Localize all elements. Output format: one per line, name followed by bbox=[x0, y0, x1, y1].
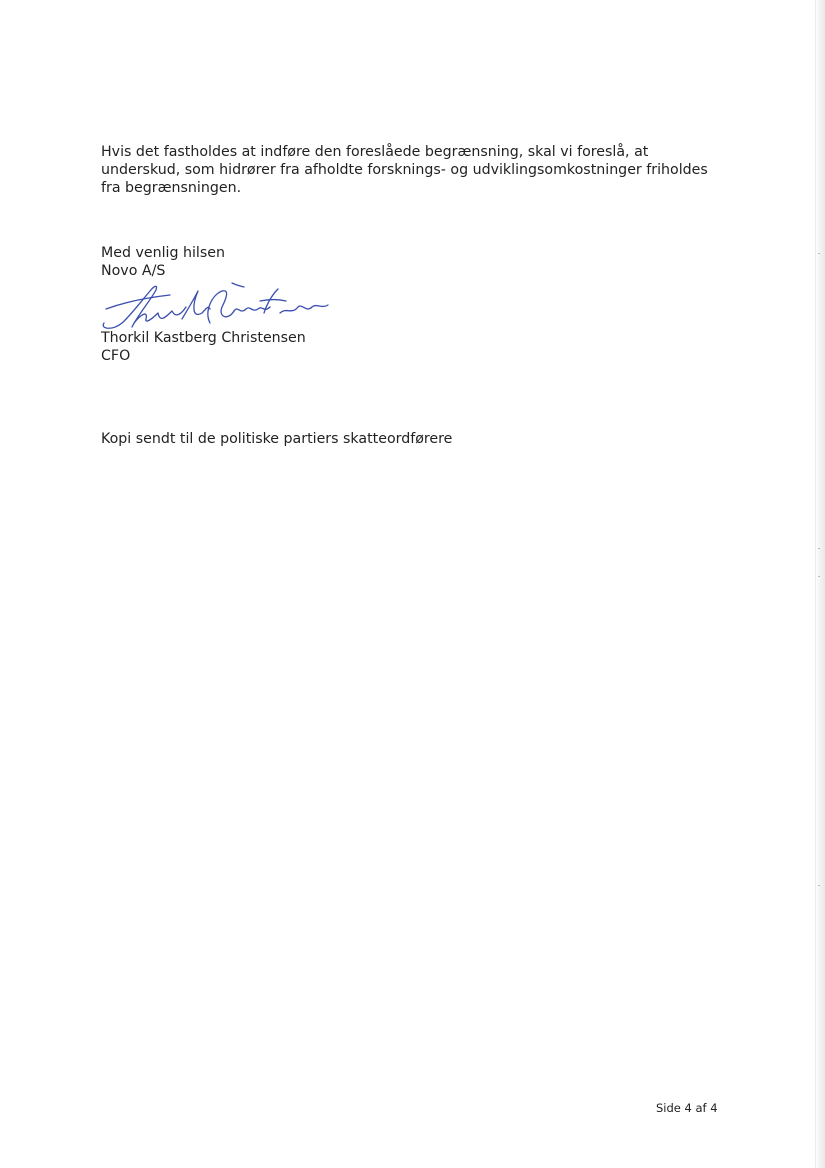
signature-stroke bbox=[106, 295, 170, 309]
page-edge bbox=[815, 0, 825, 1168]
scan-speck bbox=[818, 253, 820, 254]
signer-title: CFO bbox=[101, 348, 131, 365]
signature-stroke bbox=[280, 305, 328, 313]
scan-speck bbox=[818, 885, 820, 886]
closing-block bbox=[101, 244, 225, 280]
signer-block bbox=[101, 329, 306, 365]
signature-stroke bbox=[134, 307, 186, 323]
company-name: Novo A/S bbox=[101, 263, 166, 280]
signature-stroke bbox=[208, 291, 234, 323]
signer-name: Thorkil Kastberg Christensen bbox=[101, 330, 306, 346]
copy-note: Kopi sendt til de politiske partiers skatteordførere bbox=[101, 431, 453, 447]
signature-stroke bbox=[182, 291, 210, 319]
body-paragraph: Hvis det fastholdes at indføre den foreslåede begrænsning, skal vi foreslå, at underskud, som hidrører fra afholdte forsknings- og udviklingsomkostninger friholdes fra begrænsningen. bbox=[101, 144, 708, 197]
scan-speck bbox=[818, 548, 820, 549]
page-edge-line bbox=[815, 0, 816, 1168]
signature-stroke bbox=[232, 283, 244, 287]
salutation: Med venlig hilsen bbox=[101, 245, 225, 261]
scan-speck bbox=[818, 576, 820, 577]
page-number: Side 4 af 4 bbox=[656, 1101, 718, 1115]
